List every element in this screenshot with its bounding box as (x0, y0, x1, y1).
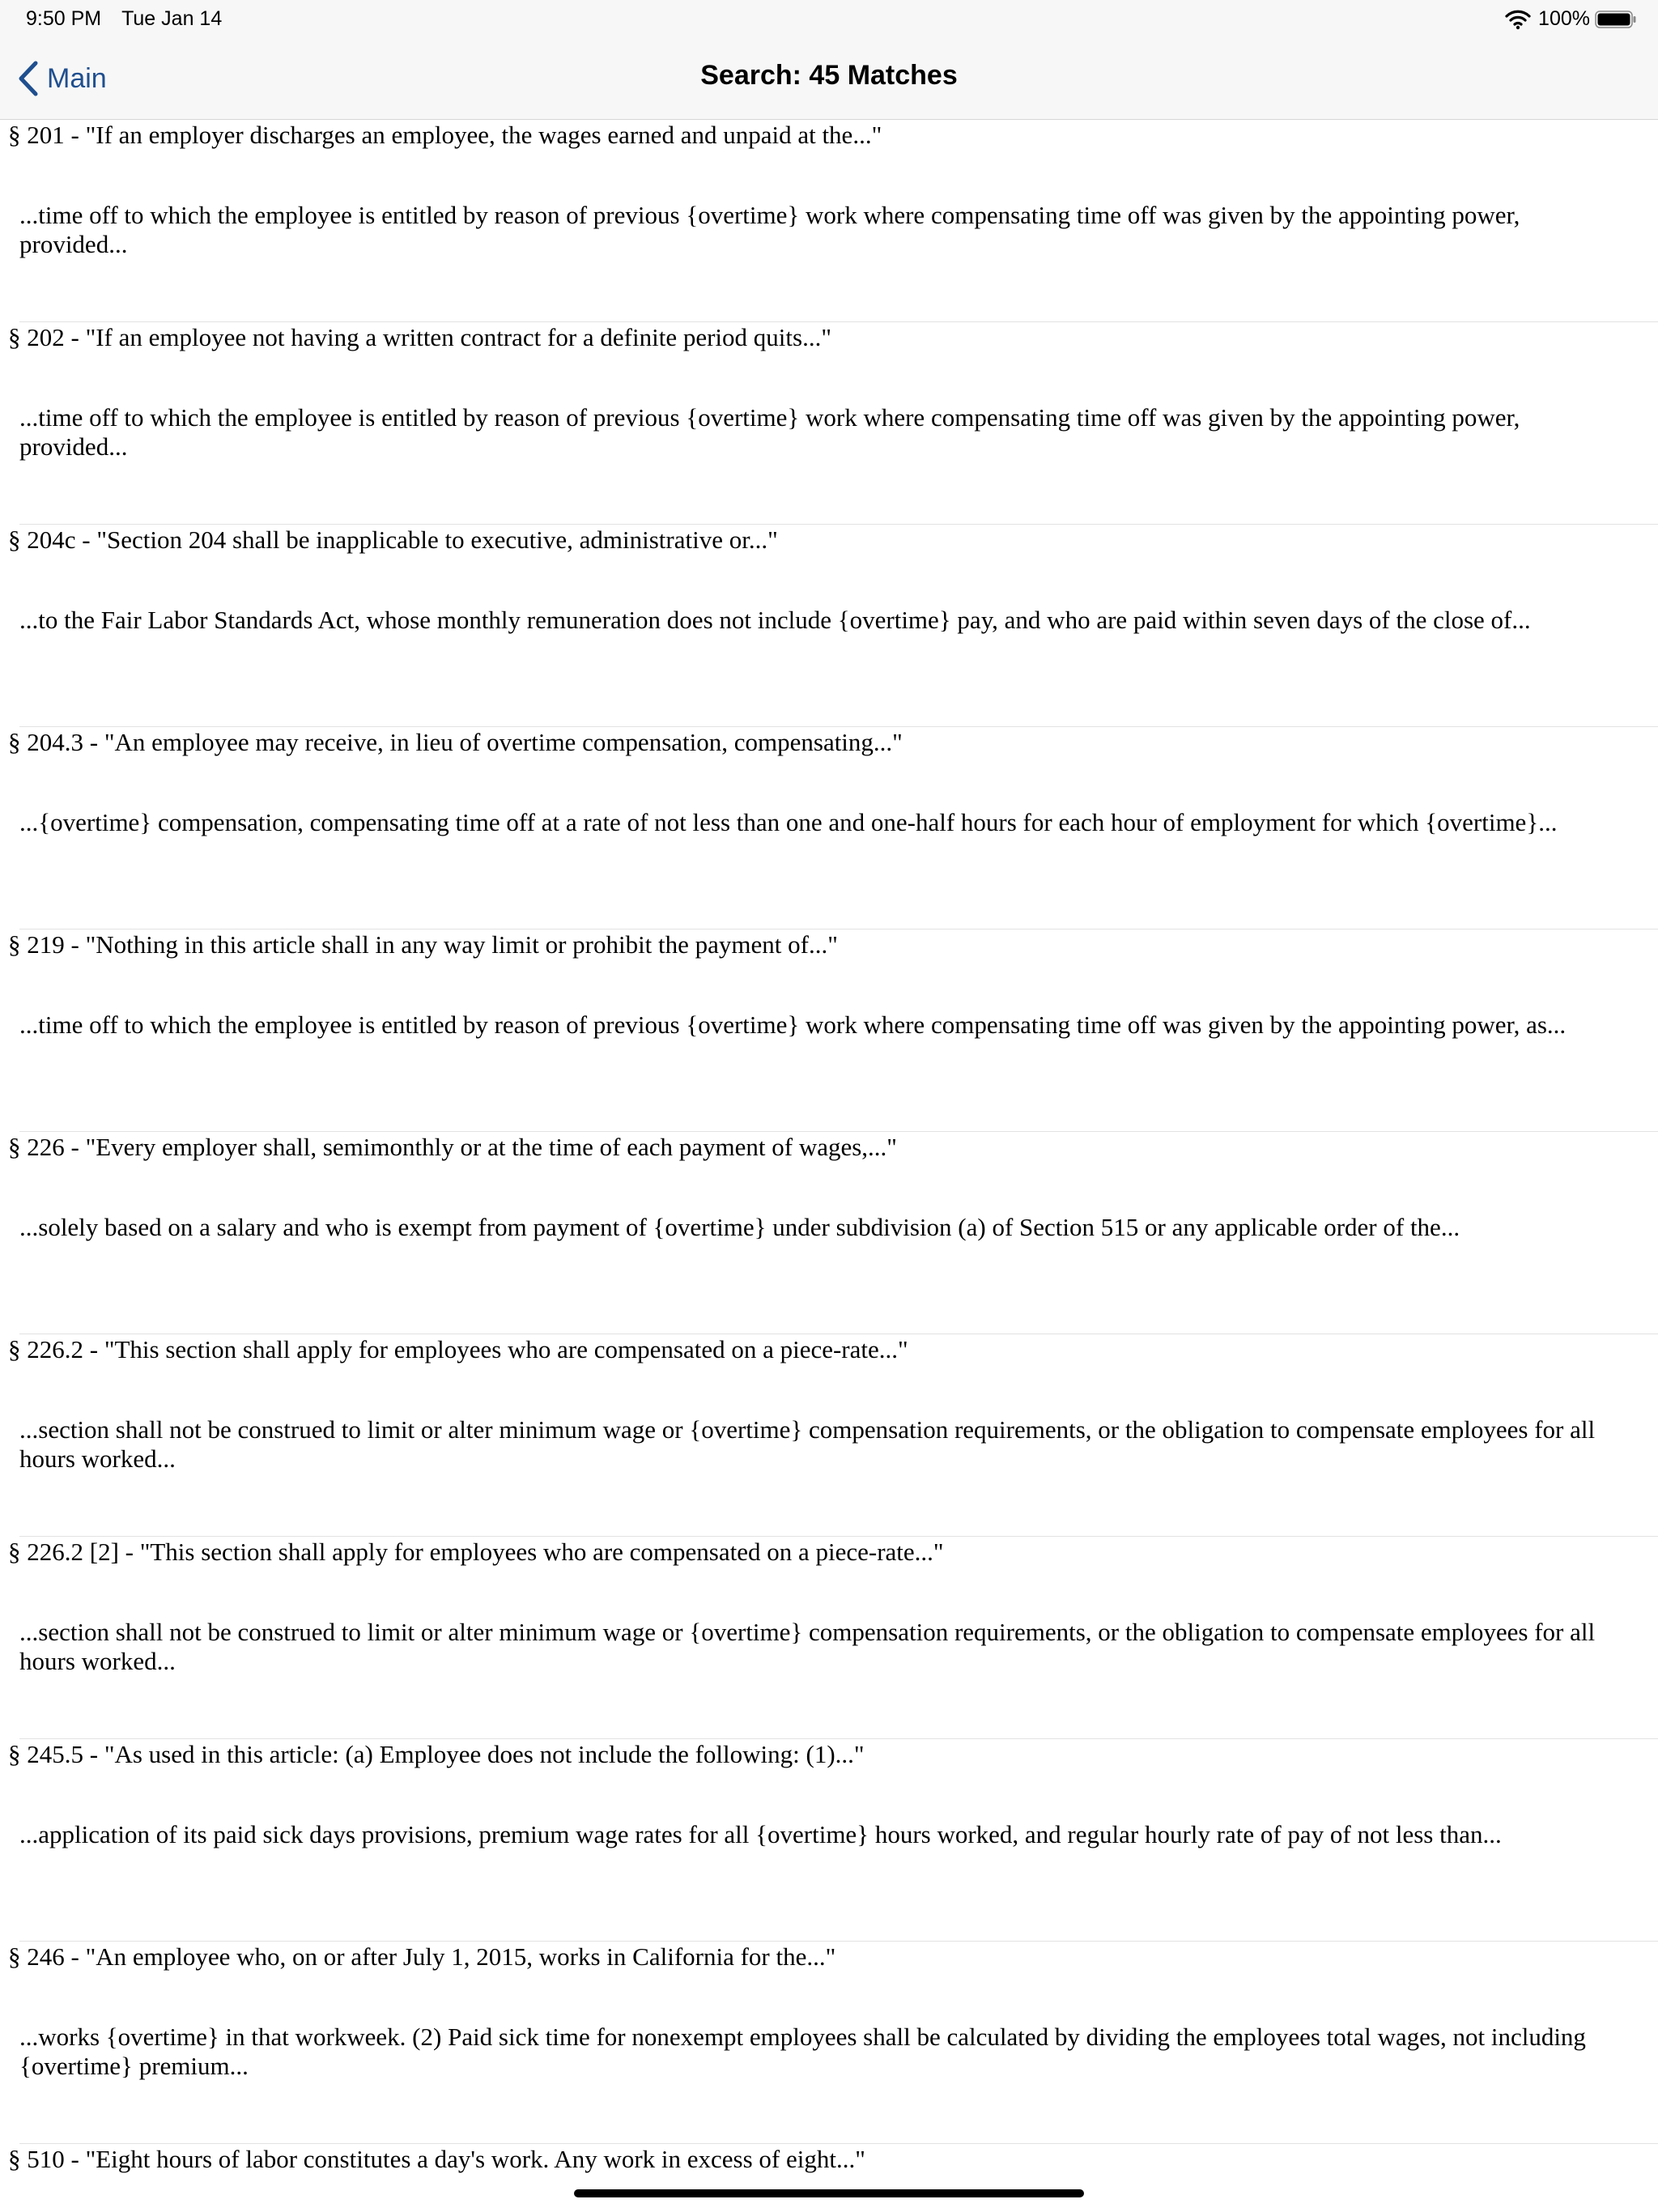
home-indicator[interactable] (574, 2189, 1084, 2197)
list-item[interactable] (0, 1739, 1658, 1942)
status-time: 9:50 PM (26, 7, 102, 30)
list-item[interactable] (0, 1537, 1658, 1739)
page-title: Search: 45 Matches (700, 60, 958, 91)
result-snippet: ...time off to which the employee is entitled by reason of previous {overtime} work where compensating time off was given by the appointing power, provided... (19, 201, 1520, 258)
back-button-label: Main (47, 62, 107, 94)
result-snippet: ...to the Fair Labor Standards Act, whose monthly remuneration does not include {overtime} pay, and who are paid within seven days of the close of... (19, 606, 1531, 634)
result-title: § 510 - "Eight hours of labor constitutes a day's work. Any work in excess of eight..." (8, 2145, 865, 2173)
result-snippet: ...{overtime} compensation, compensating time off at a rate of not less than one and one-half hours for each hour of employment for which {overtime}... (19, 808, 1558, 836)
result-title: § 201 - "If an employer discharges an employee, the wages earned and unpaid at the..." (8, 121, 882, 149)
list-item[interactable] (0, 322, 1658, 525)
result-title: § 226.2 [2] - "This section shall apply for employees who are compensated on a piece-rate..." (8, 1538, 944, 1566)
list-item[interactable] (0, 1334, 1658, 1537)
result-snippet: ...time off to which the employee is entitled by reason of previous {overtime} work where compensating time off was given by the appointing power, provided... (19, 403, 1520, 461)
list-item[interactable] (0, 1132, 1658, 1334)
result-title: § 204c - "Section 204 shall be inapplicable to executive, administrative or..." (8, 525, 778, 554)
result-snippet: ...application of its paid sick days provisions, premium wage rates for all {overtime} hours worked, and regular hourly rate of pay of not less than... (19, 1820, 1502, 1848)
navigation-bar (0, 39, 1658, 120)
result-snippet: ...time off to which the employee is entitled by reason of previous {overtime} work where compensating time off was given by the appointing power, as... (19, 1010, 1567, 1039)
list-item[interactable] (0, 1942, 1658, 2144)
battery-icon (1595, 9, 1637, 30)
result-title: § 202 - "If an employee not having a written contract for a definite period quits..." (8, 323, 831, 351)
result-title: § 245.5 - "As used in this article: (a) Employee does not include the following: (1)..." (8, 1740, 865, 1768)
result-snippet: ...section shall not be construed to limit or alter minimum wage or {overtime} compensation requirements, or the obligation to compensate employees for all hours worked... (19, 1618, 1596, 1675)
status-indicators (1504, 7, 1637, 31)
result-snippet: ...section shall not be construed to limit or alter minimum wage or {overtime} compensation requirements, or the obligation to compensate employees for all hours worked... (19, 1415, 1596, 1473)
result-title: § 219 - "Nothing in this article shall in any way limit or prohibit the payment of..." (8, 930, 838, 959)
search-results-list[interactable] (0, 120, 1658, 2212)
status-date: Tue Jan 14 (121, 7, 223, 30)
result-title: § 226 - "Every employer shall, semimonthly or at the time of each payment of wages,..." (8, 1133, 897, 1161)
result-title: § 246 - "An employee who, on or after July 1, 2015, works in California for the..." (8, 1942, 836, 1971)
result-snippet: ...works {overtime} in that workweek. (2) Paid sick time for nonexempt employees shall be calculated by dividing the employees total wages, not including {overtime} premium... (19, 2023, 1586, 2080)
battery-percent: 100% (1538, 7, 1590, 30)
result-snippet: ...solely based on a salary and who is exempt from payment of {overtime} under subdivision (a) of Section 515 or any applicable order of the... (19, 1213, 1460, 1241)
list-item[interactable] (0, 929, 1658, 1132)
list-item[interactable] (0, 2144, 1658, 2212)
result-title: § 204.3 - "An employee may receive, in lieu of overtime compensation, compensating..." (8, 728, 903, 756)
list-item[interactable] (0, 727, 1658, 929)
status-bar (0, 0, 1658, 39)
wifi-icon (1504, 9, 1532, 30)
result-title: § 226.2 - "This section shall apply for employees who are compensated on a piece-rate..." (8, 1335, 908, 1363)
list-item[interactable] (0, 120, 1658, 322)
status-time-date (26, 7, 222, 31)
list-item[interactable] (0, 525, 1658, 727)
